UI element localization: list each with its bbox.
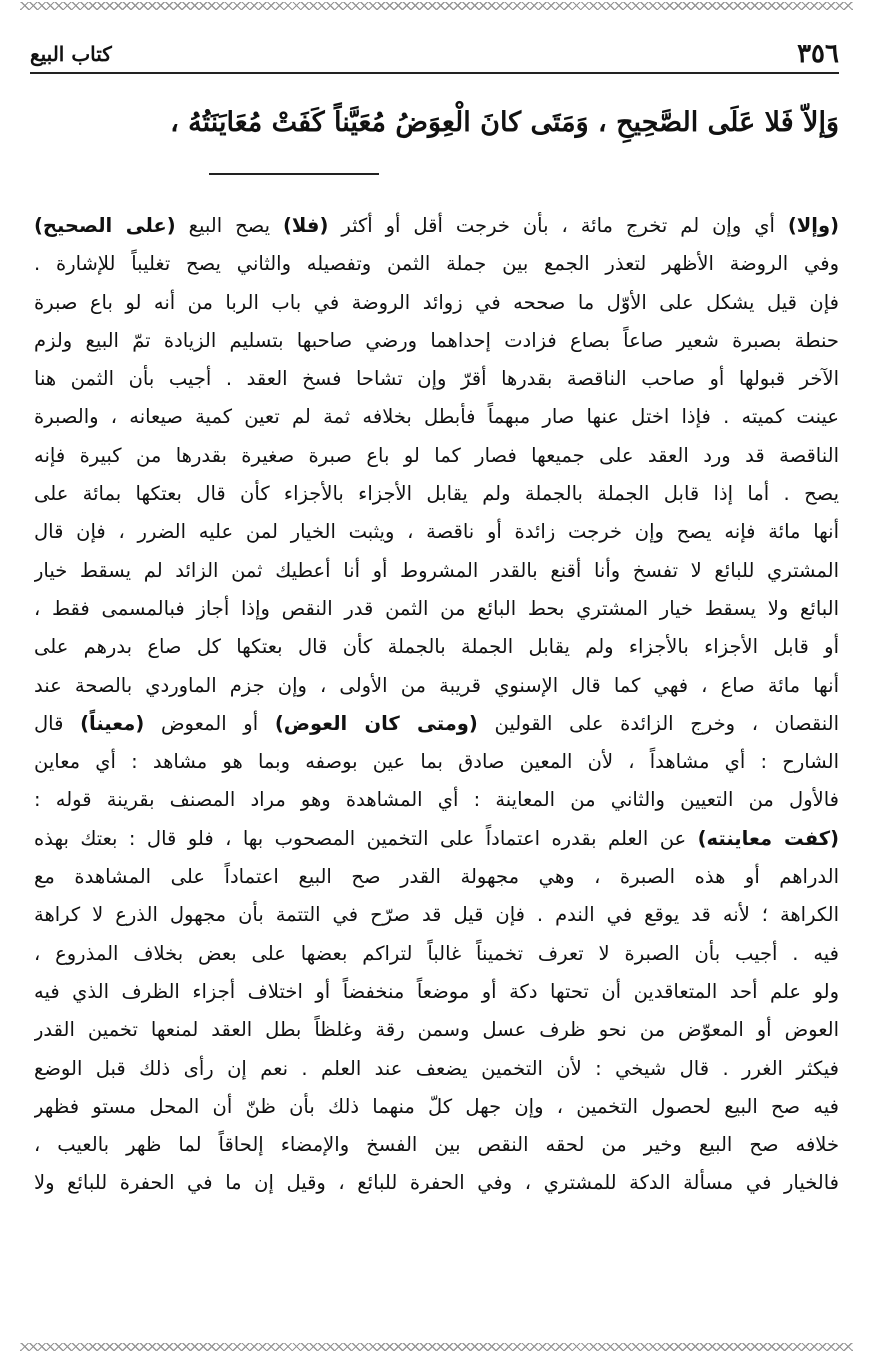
sharh-text: الناقصة قد ورد العقد على جميعها فصار كما لو باع صبرة صغيرة بقدرها من كبيرة فإنه [34, 443, 839, 467]
matn-quote: (كفت معاينته) [697, 826, 839, 850]
sharh-text: وفي الروضة الأظهر لتعذر الجمع بين جملة الثمن وتفصيله والثاني يصح تغليباً للإشارة . [34, 252, 839, 276]
sharh-line [34, 552, 839, 590]
sharh-text: فيكثر الغرر . قال شيخي : لأن التخمين يضعف عند العلم . نعم إن رأى ذلك قبل الوضع [34, 1056, 839, 1080]
sharh-line [34, 743, 839, 781]
sharh-text: المشتري للبائع لا تفسخ وأنا أقنع بالقدر المشروط أو أنا أعطيك ثمن الزائد لم يسقط خيار [34, 558, 839, 582]
sharh-line [34, 667, 839, 705]
sharh-line [34, 1050, 839, 1088]
sharh-text: قال [34, 711, 81, 735]
sharh-text: البائع ولا يسقط خيار المشتري بحط البائع من الثمن قدر النقص وإذا أجاز فبالمسمى فقط ، [34, 596, 839, 620]
matn-quote: (معيناً) [80, 711, 145, 735]
sharh-text: فالخيار في مسألة الدكة للمشتري ، وفي الحفرة للبائع ، وقيل إن ما في الحفرة للبائع ولا [34, 1171, 839, 1195]
sharh-text: عينت كميته . فإذا اختل عنها صار مبهماً فأبطل بخلافه ثمة لم تعين كمية صيعانه ، والصبرة [34, 405, 839, 429]
bottom-ornament-border [20, 1343, 853, 1351]
sharh-text: الآخر قبولها أو صاحب الناقصة بقدرها أقرّ وإن تشاحا فسخ العقد . أجيب بأن الثمن هنا [34, 367, 839, 391]
sharh-text: أنها مائة صاع ، فهي كما قال الإسنوي قريبة من الأولى ، وإن جزم الماوردي بالصحة عند [34, 673, 839, 697]
matn-quote: (فلا) [282, 214, 329, 237]
sharh-line [34, 705, 839, 743]
sharh-text: يصح . أما إذا قابل الجملة بالجملة ولم يقابل الأجزاء بالأجزاء كأن قال بعتكها بمائة على [34, 482, 839, 506]
running-header [30, 36, 839, 74]
sharh-line [34, 935, 839, 973]
sharh-commentary [34, 207, 839, 1203]
sharh-text: فالأول من التعيين والثاني من المعاينة : أي المشاهدة وهو مراد المصنف بقرينة قوله : [34, 788, 839, 812]
sharh-line [34, 896, 839, 934]
sharh-line [34, 858, 839, 896]
sharh-line [34, 437, 839, 475]
sharh-text: فيه صح البيع لحصول التخمين ، وإن جهل كلّ منهما ذلك بأن ظنّ أن المحل مستو فظهر [34, 1094, 839, 1118]
sharh-text: أي وإن لم تخرج مائة ، بأن خرجت أقل أو أكثر [328, 214, 788, 237]
sharh-line [34, 322, 839, 360]
sharh-text: أنها مائة فإنه يصح وإن خرجت زائدة أو ناقصة ، ويثبت الخيار لمن عليه الضرر ، فإن قال [34, 520, 839, 544]
sharh-text: فيه . أجيب بأن الصبرة لا تعرف تخميناً غالباً لتراكم بعضها على بعض بخلاف المذروع ، [34, 941, 839, 965]
sharh-text: عن العلم بقدره اعتماداً على التخمين المصحوب بها ، فلو قال : بعتك بهذه [34, 826, 698, 850]
sharh-text: خلافه صح البيع وخير من لحقه النقص بين الفسخ والإمضاء إلحاقاً لما ظهر بالعيب ، [34, 1133, 839, 1157]
sharh-text: الدراهم أو هذه الصبرة ، وهي مجهولة القدر صح البيع اعتماداً على المشاهدة مع [34, 865, 839, 889]
sharh-line [34, 360, 839, 398]
sharh-line [34, 1011, 839, 1049]
sharh-line [34, 1164, 839, 1202]
sharh-line [34, 820, 839, 858]
sharh-text: فإن قيل يشكل على الأوّل ما صححه في زوائد الروضة في باب الربا من أنه لو باع صبرة [34, 290, 839, 314]
sharh-line [34, 207, 839, 245]
matn-sharh-separator [209, 173, 379, 175]
page-number: ٣٥٦ [797, 39, 839, 69]
running-title: كتاب البيع [30, 42, 112, 66]
sharh-text: الكراهة ؛ لأنه قد يوقع في الندم . فإن قيل قد صرّح في التتمة بأن مجهول الذرع لا كراهة [34, 903, 839, 927]
matn-quote: (على الصحيح) [34, 214, 176, 237]
sharh-text: أو المعوض [144, 711, 275, 735]
sharh-line [34, 590, 839, 628]
matn-text: وَإلاّ فَلا عَلَى الصَّحِيحِ ، وَمَتَى كانَ الْعِوَضُ مُعَيَّناً كَفَتْ مُعَايَنَتُهُ ، [170, 107, 839, 138]
sharh-text: يصح البيع [175, 214, 283, 237]
sharh-text: العوض أو المعوّض من نحو ظرف عسل وسمن رقة وغلظاً بطل العقد لمنعها تخمين القدر [34, 1018, 839, 1042]
sharh-text: الشارح : أي مشاهداً ، لأن المعين صادق بما عين بوصفه وبما هو مشاهد : أي معاين [34, 750, 839, 774]
sharh-line [34, 781, 839, 819]
sharh-text: حنطة بصبرة شعير صاعاً بصاع فزادت إحداهما ورضي صاحبها بتسليم الزيادة تمّ البيع ولزم [34, 328, 839, 352]
sharh-text: النقصان ، وخرج الزائدة على القولين [477, 711, 839, 735]
sharh-line [34, 973, 839, 1011]
sharh-line [34, 1088, 839, 1126]
sharh-line [34, 1126, 839, 1164]
sharh-line [34, 628, 839, 666]
top-ornament-border [20, 2, 853, 10]
sharh-line [34, 284, 839, 322]
sharh-text: ولو علم أحد المتعاقدين أن تحتها دكة أو موضعاً منخفضاً أو اختلاف أجزاء الظرف الذي فيه [34, 979, 839, 1003]
sharh-line [34, 398, 839, 436]
sharh-line [34, 475, 839, 513]
sharh-text: أو قابل الأجزاء بالأجزاء ولم يقابل الجملة بالجملة كأن قال بعتكها كل صاع بدرهم على [34, 635, 839, 659]
matn-quote: (ومتى كان العوض) [274, 711, 478, 735]
matn-quote: (وإلا) [787, 214, 839, 237]
sharh-line [34, 513, 839, 551]
sharh-line [34, 245, 839, 283]
